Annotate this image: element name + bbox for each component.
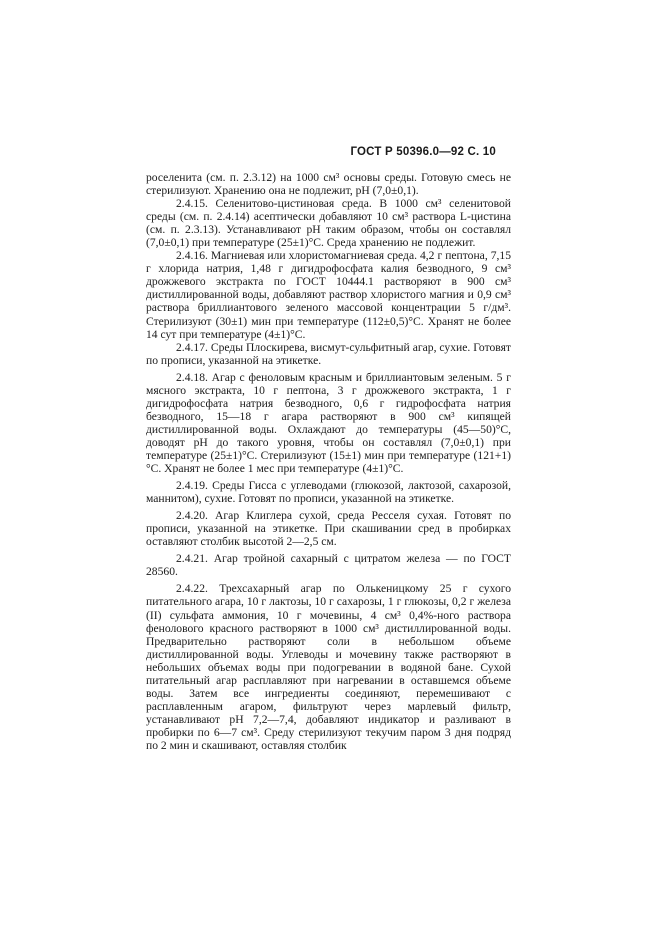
paragraph-2-4-22: 2.4.22. Трехсахарный агар по Олькеницкому 25 г сухого питательного агара, 10 г лактозы, 10 г сахарозы, 1 г глюкозы, 0,2 г железа (II) сульфата аммония, 10 г мочевины, 4 см³ 0,4%-ного раствора фенолового красного растворяют в 1000 см³ дистиллированной воды. Предварительно растворяют соли в небольшом объеме дистиллированной воды. Углеводы и мочевину также растворяют в небольших объемах воды при подогревании в водяной бане. Сухой питательный агар расплавляют при нагревании в оставшемся объеме воды. Затем все ингредиенты соединяют, перемешивают с расплавленным агаром, фильтруют через марлевый фильтр, устанавливают pH 7,2—7,4, добавляют индикатор и разливают в пробирки по 6—7 см³. Среду стерилизуют текучим паром 3 дня подряд по 2 мин и скашивают, оставляя столбик [146,582,511,752]
document-body [146,171,511,752]
paragraph-2-4-16: 2.4.16. Магниевая или хлористомагниевая среда. 4,2 г пептона, 7,15 г хлорида натрия, 1,48 г дигидрофосфата калия безводного, 9 см³ дрожжевого экстракта по ГОСТ 10444.1 растворяют в 900 см³ дистиллированной воды, добавляют раствор хлористого магния и 0,9 см³ раствора бриллиантового зеленого массовой концентрации 5 г/дм³. Стерилизуют (30±1) мин при температуре (112±0,5)°С. Хранят не более 14 сут при температуре (4±1)°С. [146,249,511,341]
paragraph-2-4-19: 2.4.19. Среды Гисса с углеводами (глюкозой, лактозой, сахарозой, маннитом), сухие. Готовят по прописи, указанной на этикетке. [146,479,511,506]
paragraph-2-4-20: 2.4.20. Агар Клиглера сухой, среда Ресселя сухая. Готовят по прописи, указанной на этикетке. При скашивании сред в пробирках оставляют столбик высотой 2—2,5 см. [146,509,511,549]
paragraph-2-4-18: 2.4.18. Агар с феноловым красным и бриллиантовым зеленым. 5 г мясного экстракта, 10 г пептона, 3 г дрожжевого экстракта, 1 г дигидрофосфата натрия безводного, 0,6 г гидрофосфата натрия безводного, 15—18 г агара растворяют в 900 см³ кипящей дистиллированной воды. Охлаждают до температуры (45—50)°С, доводят pH до такого уровня, чтобы он составлял (7,0±0,1) при температуре (25±1)°С. Стерилизуют (15±1) мин при температуре (121+1)°С. Хранят не более 1 мес при температуре (4±1)°С. [146,370,511,476]
paragraph-continuation: роселенита (см. п. 2.3.12) на 1000 см³ основы среды. Готовую смесь не стерилизуют. Хранению она не подлежит, pH (7,0±0,1). [146,171,511,198]
paragraph-2-4-17: 2.4.17. Среды Плоскирева, висмут-сульфитный агар, сухие. Готовят по прописи, указанной на этикетке. [146,340,511,367]
paragraph-2-4-21: 2.4.21. Агар тройной сахарный с цитратом железа — по ГОСТ 28560. [146,552,511,579]
page-header: ГОСТ Р 50396.0—92 С. 10 [350,146,496,158]
paragraph-2-4-15: 2.4.15. Селенитово-цистиновая среда. В 1000 см³ селенитовой среды (см. п. 2.4.14) асептически добавляют 10 см³ раствора L-цистина (см. п. 2.3.13). Устанавливают pH таким образом, чтобы он составлял (7,0±0,1) при температуре (25±1)°С. Среда хранению не подлежит. [146,197,511,250]
